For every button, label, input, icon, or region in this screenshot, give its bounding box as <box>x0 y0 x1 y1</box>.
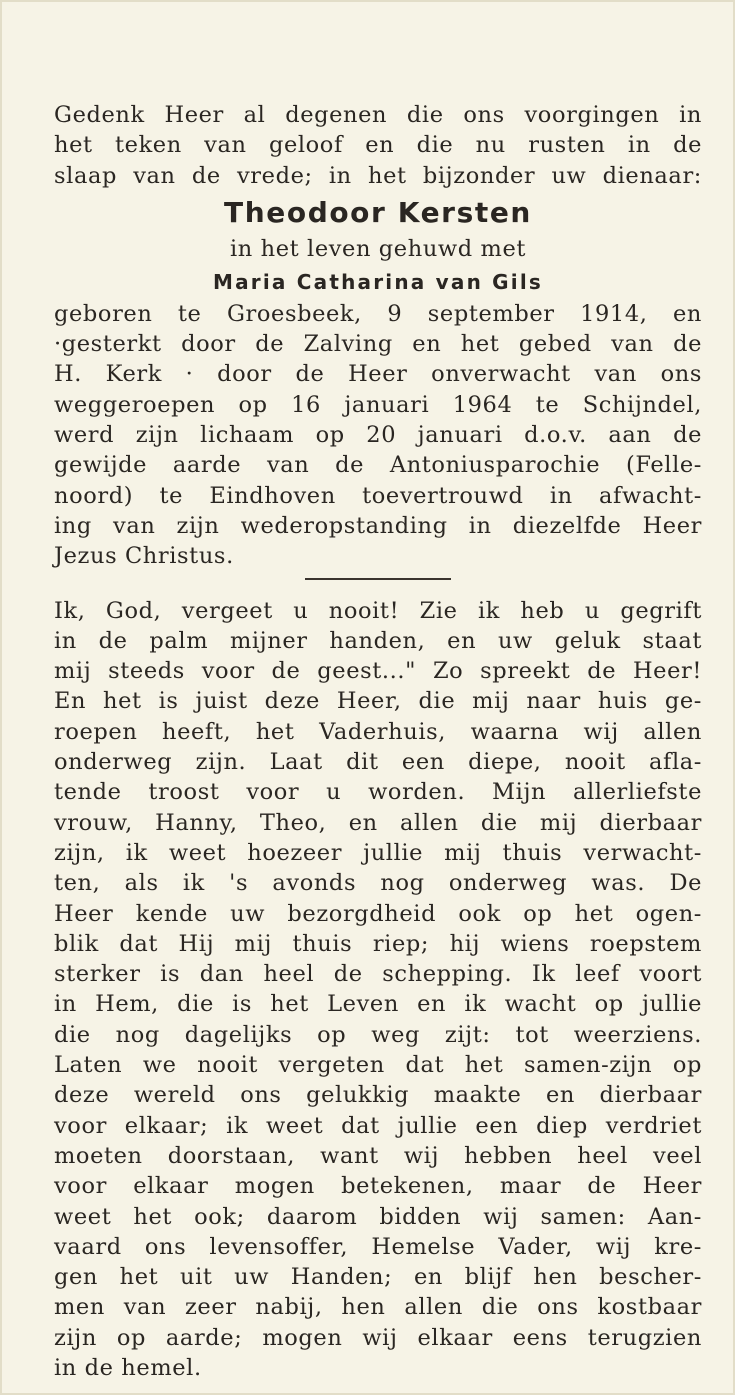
message-line: deze wereld ons gelukkig maakte en dierbaar <box>54 1082 702 1109</box>
biography-line: noord) te Eindhoven toevertrouwd in afwacht- <box>54 482 702 509</box>
message-line: vrouw, Hanny, Theo, en allen die mij dierbaar <box>54 809 702 836</box>
message-line: in de hemel. <box>54 1354 202 1381</box>
message-line: gen het uit uw Handen; en blijf hen bescher- <box>54 1264 702 1291</box>
message-line: blik dat Hij mij thuis riep; hij wiens roepstem <box>54 930 702 957</box>
message-line: zijn op aarde; mogen wij elkaar eens terugzien <box>54 1324 702 1351</box>
message-line: roepen heeft, het Vaderhuis, waarna wij allen <box>54 718 702 745</box>
spouse-name: Maria Catharina van Gils <box>212 269 544 294</box>
intro-paragraph <box>54 100 702 191</box>
intro-line: slaap van de vrede; in het bijzonder uw dienaar: <box>54 162 702 189</box>
biography-line: werd zijn lichaam op 20 januari d.o.v. aan de <box>54 422 702 449</box>
message-line: voor elkaar mogen betekenen, maar de Heer <box>54 1173 702 1200</box>
message-line: onderweg zijn. Laat dit een diepe, nooit afla- <box>54 749 702 776</box>
message-line: tende troost voor u worden. Mijn allerliefste <box>54 779 702 806</box>
intro-line: het teken van geloof en die nu rusten in de <box>54 132 702 159</box>
message-line: voor elkaar; ik weet dat jullie een diep verdriet <box>54 1112 702 1139</box>
message-line: weet het ook; daarom bidden wij samen: Aan- <box>54 1203 702 1230</box>
message-line: En het is juist deze Heer, die mij naar huis ge- <box>54 688 702 715</box>
message-paragraph <box>54 596 702 1384</box>
biography-line: Jezus Christus. <box>54 543 234 570</box>
message-line: mij steeds voor de geest..." Zo spreekt de Heer! <box>54 658 702 685</box>
intro-line: Gedenk Heer al degenen die ons voorgingen in <box>54 102 702 128</box>
biography-line: ·gesterkt door de Zalving en het gebed van de <box>54 331 702 358</box>
message-line: in Hem, die is het Leven en ik wacht op jullie <box>54 991 702 1018</box>
biography-line: H. Kerk · door de Heer onverwacht van ons <box>54 361 702 388</box>
married-line: in het leven gehuwd met <box>229 235 527 262</box>
message-line: Ik, God, vergeet u nooit! Zie ik heb u gegrift <box>54 597 702 624</box>
biography-line: gewijde aarde van de Antoniusparochie (Felle- <box>54 452 702 479</box>
message-line: zijn, ik weet hoezeer jullie mij thuis verwacht- <box>54 839 702 866</box>
message-line: ten, als ik 's avonds nog onderweg was. De <box>54 870 702 897</box>
message-line: die nog dagelijks op weg zijt: tot weerziens. <box>54 1021 702 1048</box>
message-line: Heer kende uw bezorgdheid ook op het ogen- <box>54 900 702 927</box>
biography-line: weggeroepen op 16 januari 1964 te Schijndel, <box>54 391 702 418</box>
deceased-name: Theodoor Kersten <box>224 195 532 229</box>
message-line: in de palm mijner handen, en uw geluk staat <box>54 627 702 654</box>
message-line: sterker is dan heel de schepping. Ik leef voort <box>54 961 702 988</box>
message-line: vaard ons levensoffer, Hemelse Vader, wij kre- <box>54 1233 702 1260</box>
biography-line: geboren te Groesbeek, 9 september 1914, en <box>54 300 702 327</box>
message-line: moeten doorstaan, want wij hebben heel veel <box>54 1142 702 1169</box>
biography-line: ing van zijn wederopstanding in diezelfde Heer <box>54 512 702 539</box>
biography-paragraph <box>54 299 702 572</box>
message-line: Laten we nooit vergeten dat het samen-zijn op <box>54 1052 702 1079</box>
card-text <box>54 100 702 1383</box>
divider-rule <box>305 578 451 580</box>
message-line: men van zeer nabij, hen allen die ons kostbaar <box>54 1294 702 1321</box>
